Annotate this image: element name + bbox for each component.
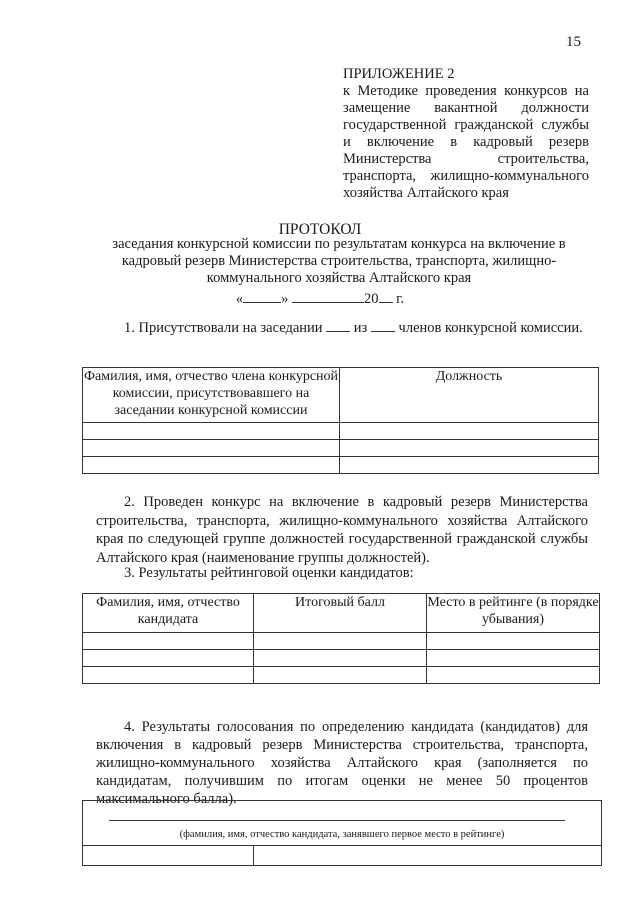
protocol-title: ПРОТОКОЛ <box>278 221 362 238</box>
present-count-blank[interactable] <box>326 319 350 332</box>
members-position-header: Должность <box>340 368 599 423</box>
date-open-quote: « <box>235 291 244 307</box>
table-cell[interactable] <box>427 667 600 684</box>
table-cell[interactable] <box>254 667 427 684</box>
year-blank[interactable] <box>379 290 393 303</box>
table-row <box>83 650 600 667</box>
table-row <box>83 667 600 684</box>
date-close-quote: » <box>281 291 289 307</box>
members-name-header: Фамилия, имя, отчество члена конкурсной комиссии, присутствовавшего на заседании конкурсной комиссии <box>83 368 340 423</box>
rating-place-header: Место в рейтинге (в порядке убывания) <box>427 594 600 633</box>
table-cell[interactable] <box>340 423 599 440</box>
rating-score-header: Итоговый балл <box>254 594 427 633</box>
year-suffix: г. <box>396 291 405 307</box>
candidate-name-line[interactable] <box>109 820 565 821</box>
date-line <box>0 290 640 308</box>
table-cell[interactable] <box>427 633 600 650</box>
table-row <box>83 423 599 440</box>
table-cell[interactable] <box>83 457 340 474</box>
table-cell[interactable] <box>83 633 254 650</box>
total-count-blank[interactable] <box>371 319 395 332</box>
section-1-text-middle: из <box>353 320 368 336</box>
table-cell[interactable] <box>83 440 340 457</box>
rating-table <box>82 593 600 684</box>
section-2-paragraph: 2. Проведен конкурс на включение в кадровый резерв Министерства строительства, транспорта, жилищно-коммунального хозяйства Алтайского края по следующей группе должностей государственной гражданской службы Алтайского края (наименование группы должностей). <box>96 494 588 566</box>
table-row <box>83 457 599 474</box>
candidate-caption: (фамилия, имя, отчество кандидата, занявшего первое место в рейтинге) <box>179 829 505 840</box>
rating-name-header: Фамилия, имя, отчество кандидата <box>83 594 254 633</box>
protocol-subtitle: заседания конкурсной комиссии по результатам конкурса на включение в кадровый резерв Министерства строительства, транспорта, жилищно-коммунального хозяйства Алтайского края <box>112 236 566 286</box>
section-1-paragraph <box>96 319 588 338</box>
table-cell[interactable] <box>254 650 427 667</box>
table-cell[interactable] <box>340 457 599 474</box>
table-cell[interactable] <box>427 650 600 667</box>
appendix-header <box>343 66 589 202</box>
table-row <box>83 633 600 650</box>
table-cell[interactable] <box>83 650 254 667</box>
month-blank[interactable] <box>292 290 364 303</box>
section-1-text-after: членов конкурсной комиссии. <box>398 320 583 336</box>
members-table <box>82 367 599 474</box>
appendix-text: к Методике проведения конкурсов на замещение вакантной должности государственной гражданской службы и включение в кадровый резерв Министерства строительства, транспорта, жилищно-коммунального хозяйства Алтайского края <box>343 83 589 201</box>
year-prefix: 20 <box>364 291 379 307</box>
table-row <box>83 440 599 457</box>
table-column-divider <box>253 845 254 865</box>
section-3-paragraph: 3. Результаты рейтинговой оценки кандидатов: <box>124 565 414 581</box>
table-cell[interactable] <box>83 667 254 684</box>
section-1-text-before: 1. Присутствовали на заседании <box>124 320 323 336</box>
appendix-title: ПРИЛОЖЕНИЕ 2 <box>343 66 455 82</box>
voting-table <box>82 800 602 866</box>
table-cell[interactable] <box>254 633 427 650</box>
table-cell[interactable] <box>83 423 340 440</box>
section-4-paragraph: 4. Результаты голосования по определению кандидата (кандидатов) для включения в кадровый резерв Министерства строительства, транспорта, жилищно-коммунального хозяйства Алтайского края (заполняется по кандидатам, получившим по итогам оценки не менее 50 процентов максимального балла). <box>96 719 588 807</box>
table-cell[interactable] <box>340 440 599 457</box>
table-row-divider <box>83 845 601 846</box>
page-number: 15 <box>566 34 581 50</box>
day-blank[interactable] <box>243 290 281 303</box>
